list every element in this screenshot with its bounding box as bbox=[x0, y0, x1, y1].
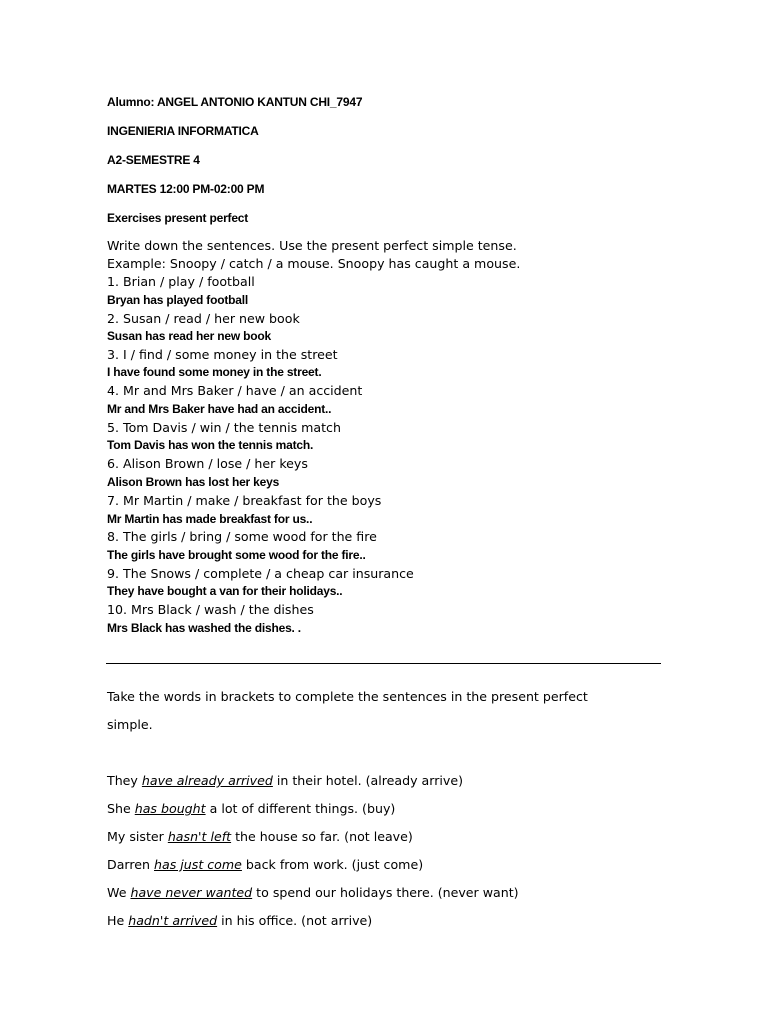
sentence-end: in his office. (not arrive) bbox=[217, 913, 373, 928]
fill-sentence bbox=[107, 801, 395, 816]
fill-sentence bbox=[107, 773, 463, 788]
sentence-end: to spend our holidays there. (never want) bbox=[252, 885, 519, 900]
exercise-title: Exercises present perfect bbox=[107, 211, 249, 225]
section1-instruction: Write down the sentences. Use the present perfect simple tense. bbox=[107, 238, 517, 253]
sentence-end: in their hotel. (already arrive) bbox=[272, 773, 463, 788]
exercise-answer: Mr and Mrs Baker have had an accident.. bbox=[107, 402, 332, 416]
sentence-end: a lot of different things. (buy) bbox=[205, 801, 396, 816]
fill-sentence bbox=[107, 829, 413, 844]
exercise-prompt: 4. Mr and Mrs Baker / have / an accident bbox=[107, 383, 363, 398]
exercise-answer: Mrs Black has washed the dishes. . bbox=[107, 621, 301, 635]
section2-instruction-cont: simple. bbox=[107, 717, 153, 732]
exercise-prompt: 9. The Snows / complete / a cheap car insurance bbox=[107, 566, 414, 581]
exercise-answer: Bryan has played football bbox=[107, 293, 249, 307]
exercise-answer: Tom Davis has won the tennis match. bbox=[107, 438, 314, 452]
filled-answer: has just come bbox=[154, 857, 242, 872]
schedule-label: MARTES 12:00 PM-02:00 PM bbox=[107, 182, 265, 196]
filled-answer: has bought bbox=[134, 801, 206, 816]
career-title: INGENIERIA INFORMATICA bbox=[107, 124, 259, 138]
exercise-prompt: 8. The girls / bring / some wood for the fire bbox=[107, 529, 377, 544]
sentence-end: the house so far. (not leave) bbox=[231, 829, 413, 844]
section2-instruction: Take the words in brackets to complete the sentences in the present perfect bbox=[107, 689, 588, 704]
sentence-start: They bbox=[107, 773, 142, 788]
fill-sentence bbox=[107, 885, 519, 900]
sentence-start: My sister bbox=[107, 829, 168, 844]
sentence-start: We bbox=[107, 885, 131, 900]
fill-sentence bbox=[107, 857, 423, 872]
exercise-answer: Alison Brown has lost her keys bbox=[107, 475, 280, 489]
sentence-end: back from work. (just come) bbox=[241, 857, 424, 872]
exercise-prompt: 10. Mrs Black / wash / the dishes bbox=[107, 602, 314, 617]
sentence-start: Darren bbox=[107, 857, 155, 872]
filled-answer: have already arrived bbox=[141, 773, 273, 788]
sentence-start: He bbox=[107, 913, 129, 928]
exercise-answer: Mr Martin has made breakfast for us.. bbox=[107, 512, 313, 526]
exercise-prompt: 3. I / find / some money in the street bbox=[107, 347, 338, 362]
exercise-prompt: 6. Alison Brown / lose / her keys bbox=[107, 456, 308, 471]
exercise-answer: They have bought a van for their holidays.. bbox=[107, 584, 343, 598]
exercise-prompt: 2. Susan / read / her new book bbox=[107, 311, 300, 326]
sentence-start: She bbox=[107, 801, 135, 816]
exercise-prompt: 1. Brian / play / football bbox=[107, 274, 255, 289]
exercise-answer: Susan has read her new book bbox=[107, 329, 271, 343]
fill-sentence bbox=[107, 913, 372, 928]
filled-answer: have never wanted bbox=[130, 885, 253, 900]
exercise-prompt: 7. Mr Martin / make / breakfast for the boys bbox=[107, 493, 382, 508]
student-name: Alumno: ANGEL ANTONIO KANTUN CHI_7947 bbox=[107, 95, 363, 109]
semester-label: A2-SEMESTRE 4 bbox=[107, 153, 200, 167]
section-divider bbox=[106, 663, 661, 664]
exercise-answer: I have found some money in the street. bbox=[107, 365, 322, 379]
filled-answer: hadn't arrived bbox=[128, 913, 218, 928]
filled-answer: hasn't left bbox=[167, 829, 232, 844]
exercise-prompt: 5. Tom Davis / win / the tennis match bbox=[107, 420, 341, 435]
section1-example: Example: Snoopy / catch / a mouse. Snoopy has caught a mouse. bbox=[107, 256, 521, 271]
exercise-answer: The girls have brought some wood for the fire.. bbox=[107, 548, 366, 562]
